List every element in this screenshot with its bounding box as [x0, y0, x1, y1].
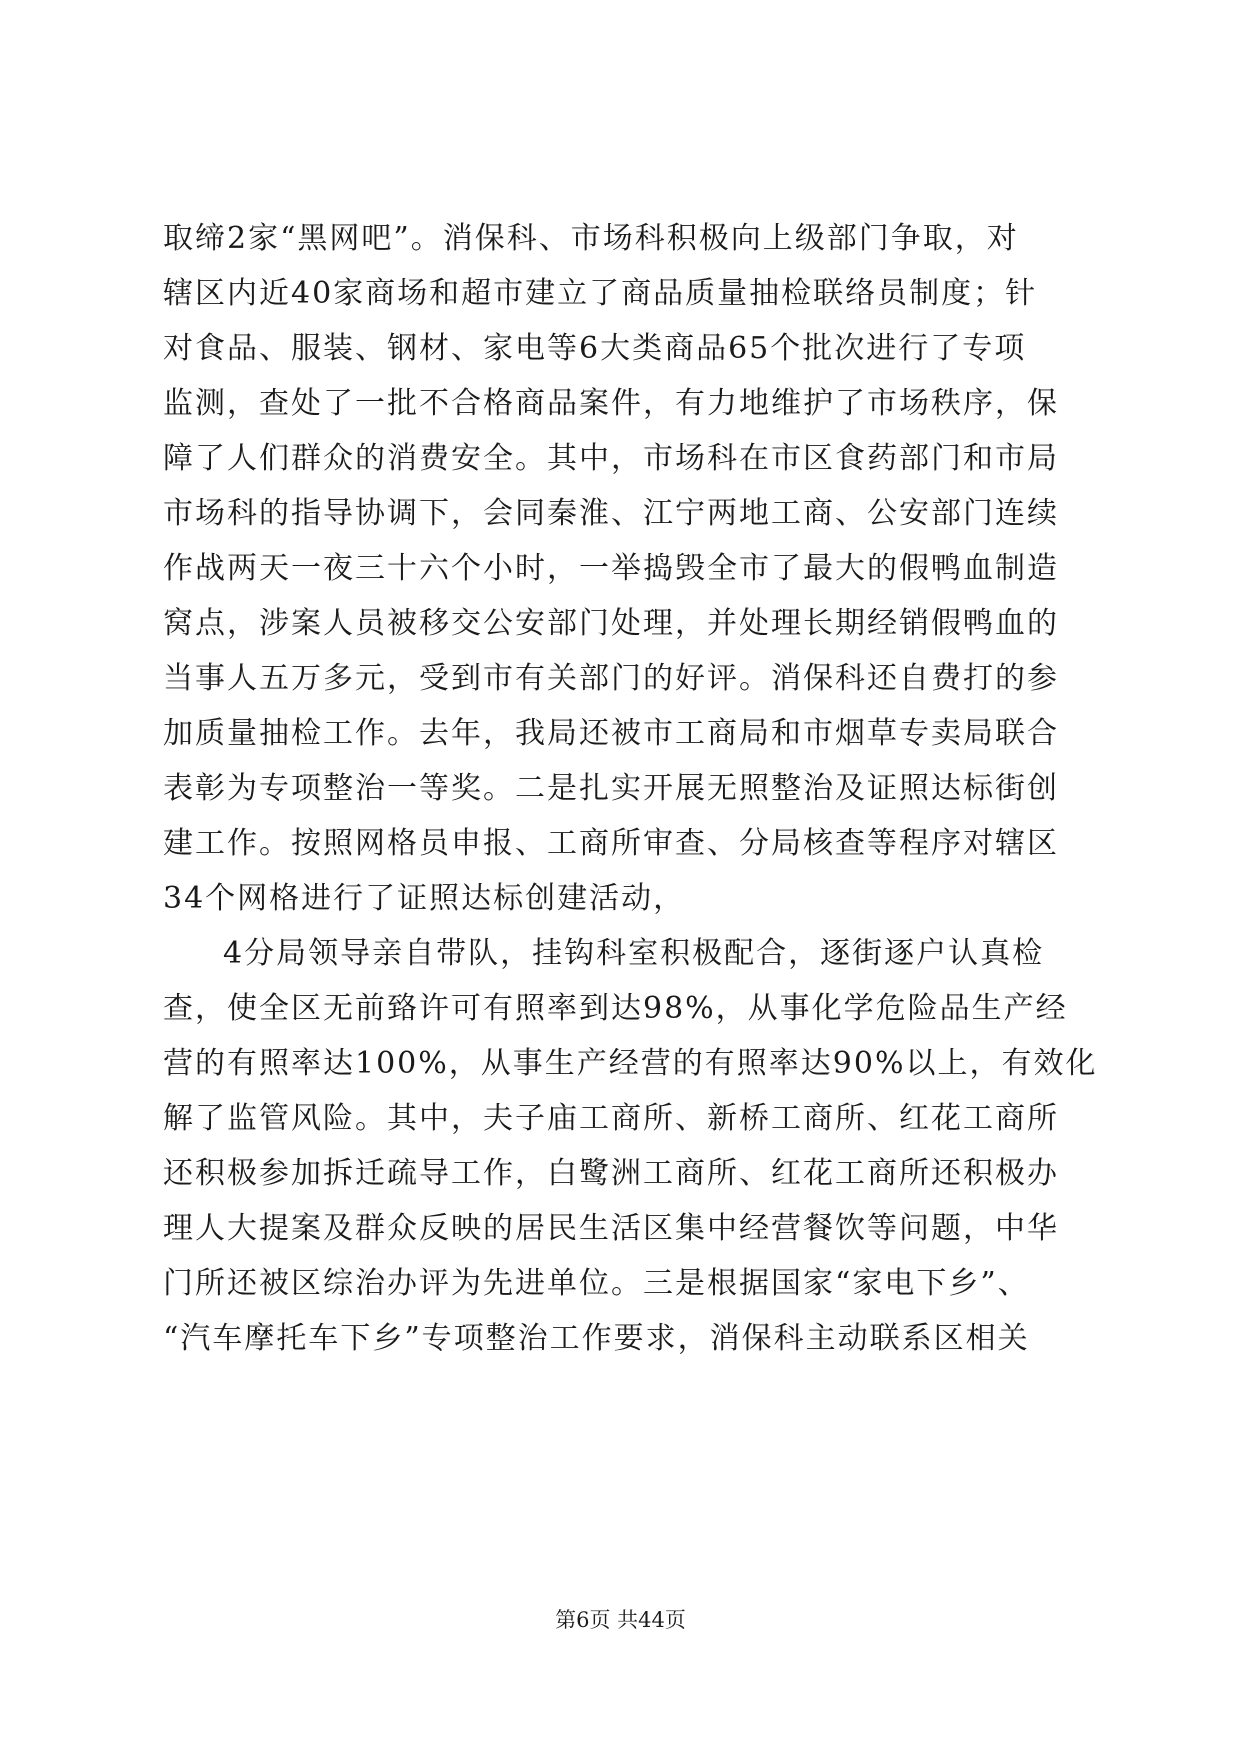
text-line: 建工作。按照网格员申报、工商所审查、分局核查等程序对辖区 — [163, 826, 1059, 861]
text-line: 理人大提案及群众反映的居民生活区集中经营餐饮等问题，中华 — [163, 1211, 1059, 1246]
page-number-footer: 第6页 共44页 — [555, 1608, 686, 1632]
text-line: 辖区内近40家商场和超市建立了商品质量抽检联络员制度；针 — [163, 276, 1038, 311]
text-line: 障了人们群众的消费安全。其中，市场科在市区食药部门和市局 — [163, 441, 1059, 476]
text-line: 加质量抽检工作。去年，我局还被市工商局和市烟草专卖局联合 — [163, 716, 1059, 751]
text-line: 作战两天一夜三十六个小时，一举捣毁全市了最大的假鸭血制造 — [163, 551, 1059, 586]
text-line: 当事人五万多元，受到市有关部门的好评。消保科还自费打的参 — [163, 661, 1059, 696]
text-line: 窝点，涉案人员被移交公安部门处理，并处理长期经销假鸭血的 — [163, 606, 1059, 641]
text-line: 对食品、服装、钢材、家电等6大类商品65个批次进行了专项 — [163, 331, 1027, 366]
text-line: “汽车摩托车下乡”专项整治工作要求，消保科主动联系区相关 — [163, 1321, 1030, 1356]
text-line: 还积极参加拆迁疏导工作，白鹭洲工商所、红花工商所还积极办 — [163, 1156, 1059, 1191]
text-line: 取缔2家“黑网吧”。消保科、市场科积极向上级部门争取，对 — [163, 221, 1019, 256]
text-line: 解了监管风险。其中，夫子庙工商所、新桥工商所、红花工商所 — [163, 1101, 1059, 1136]
text-line: 查，使全区无前臵许可有照率到达98%，从事化学危险品生产经 — [163, 991, 1068, 1026]
text-line: 表彰为专项整治一等奖。二是扎实开展无照整治及证照达标街创 — [163, 771, 1059, 806]
text-line: 监测，查处了一批不合格商品案件，有力地维护了市场秩序，保 — [163, 386, 1059, 421]
text-line: 市场科的指导协调下，会同秦淮、江宁两地工商、公安部门连续 — [163, 496, 1059, 531]
paragraph-first-line: 4分局领导亲自带队，挂钩科室积极配合，逐街逐户认真检 — [223, 936, 1045, 971]
text-line: 营的有照率达100%，从事生产经营的有照率达90%以上，有效化 — [163, 1046, 1098, 1081]
text-line: 门所还被区综治办评为先进单位。三是根据国家“家电下乡”、 — [163, 1266, 1030, 1301]
text-line: 34个网格进行了证照达标创建活动， — [163, 881, 686, 916]
